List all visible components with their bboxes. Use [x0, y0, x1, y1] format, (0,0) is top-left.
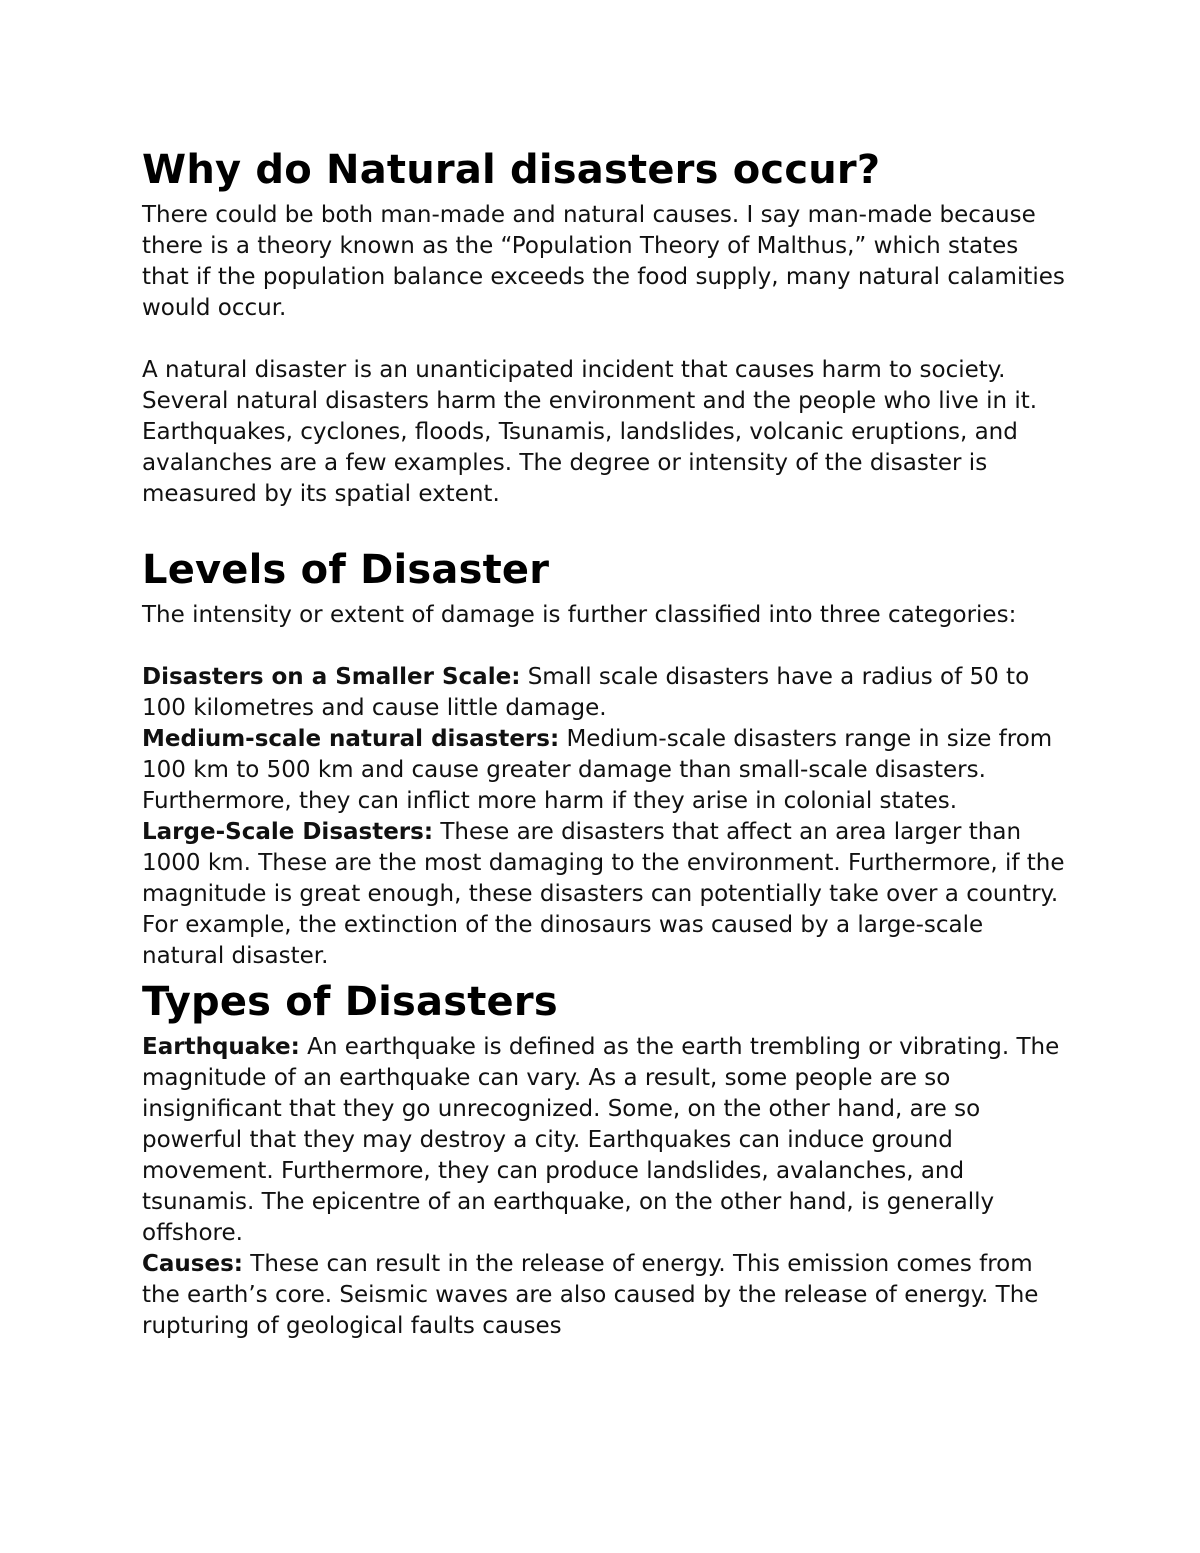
type-description: These can result in the release of energy. This emission comes from the earth’s core. Seismic waves are also caused by the release of energy. The rupturing of geological faults causes: [142, 1251, 1039, 1339]
level-item-small-scale: [142, 662, 1072, 724]
level-description: Medium-scale disasters range in size from 100 km to 500 km and cause greater damage than small-scale disasters. Furthermore, they can inflict more harm if they arise in colonial states.: [142, 726, 1053, 814]
document-content: [142, 140, 1072, 1342]
type-term: Earthquake:: [142, 1034, 300, 1060]
heading-types-of-disasters: Types of Disasters: [142, 979, 558, 1025]
type-item-causes: [142, 1249, 1072, 1342]
heading-levels-of-disaster: Levels of Disaster: [142, 547, 550, 593]
level-description: Small scale disasters have a radius of 50 to 100 kilometres and cause little damage.: [142, 664, 1030, 721]
paragraph-natural-disaster-definition: A natural disaster is an unanticipated incident that causes harm to society. Several natural disasters harm the environment and the people who live in it. Earthquakes, cyclones, floods, Tsunamis, landslides, volcanic eruptions, and avalanches are a few examples. The degree or intensity of the disaster is measured by its spatial extent.: [142, 357, 1038, 507]
level-description: These are disasters that affect an area larger than 1000 km. These are the most damaging to the environment. Furthermore, if the magnitude is great enough, these disasters can potentially take over a country. For example, the extinction of the dinosaurs was caused by a large-scale natural disaster.: [142, 819, 1065, 969]
level-term: Large-Scale Disasters:: [142, 819, 434, 845]
type-term: Causes:: [142, 1251, 243, 1277]
level-item-large-scale: [142, 817, 1072, 972]
paragraph-levels-intro: The intensity or extent of damage is further classified into three categories:: [142, 602, 1017, 628]
level-item-medium-scale: [142, 724, 1072, 817]
heading-why-disasters-occur: Why do Natural disasters occur?: [142, 147, 881, 193]
type-item-earthquake: [142, 1032, 1072, 1249]
level-term: Disasters on a Smaller Scale:: [142, 664, 521, 690]
paragraph-spacer: [142, 631, 1072, 662]
level-term: Medium-scale natural disasters:: [142, 726, 560, 752]
paragraph-spacer: [142, 324, 1072, 355]
type-description: An earthquake is defined as the earth trembling or vibrating. The magnitude of an earthquake can vary. As a result, some people are so insignificant that they go unrecognized. Some, on the other hand, are so powerful that they may destroy a city. Earthquakes can induce ground movement. Furthermore, they can produce landslides, avalanches, and tsunamis. The epicentre of an earthquake, on the other hand, is generally offshore.: [142, 1034, 1060, 1246]
paragraph-causes-intro: There could be both man-made and natural causes. I say man-made because there is a theory known as the “Population Theory of Malthus,” which states that if the population balance exceeds the food supply, many natural calamities would occur.: [142, 202, 1065, 321]
